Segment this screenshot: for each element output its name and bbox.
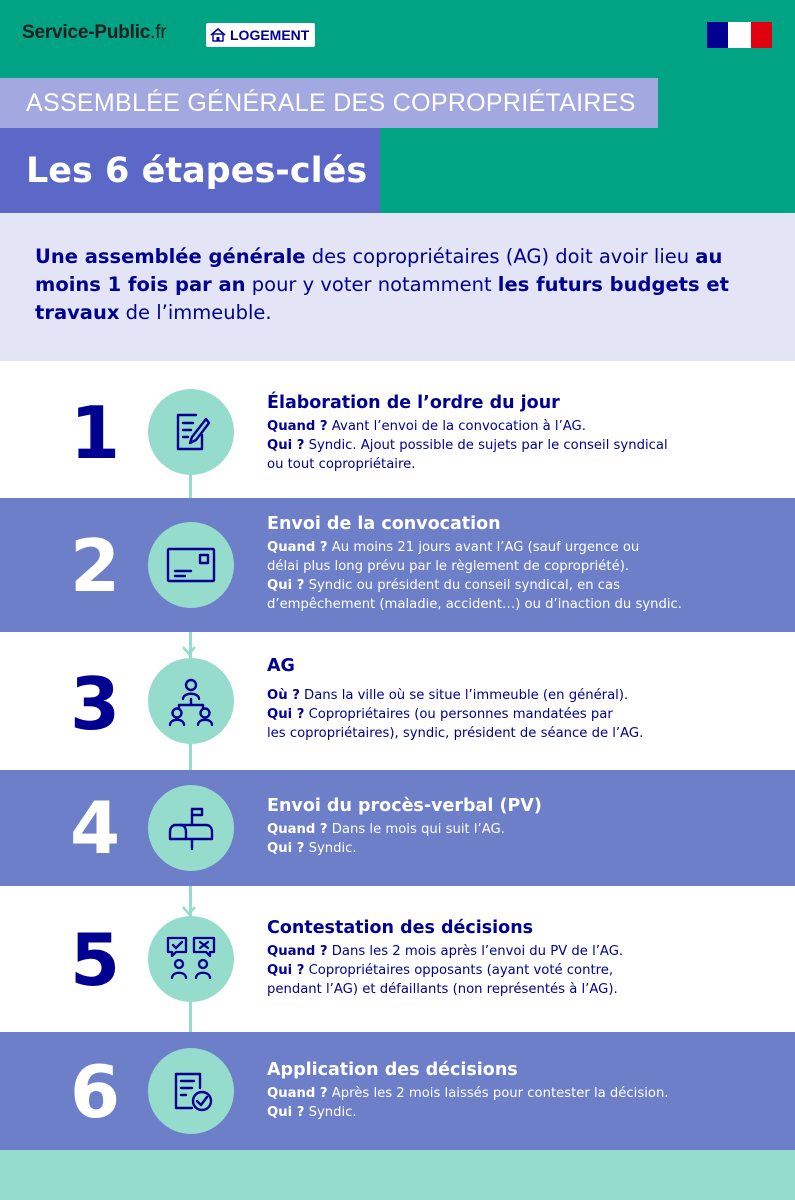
subtitle-box <box>0 78 658 128</box>
brand-main: Service-Public <box>22 22 151 43</box>
line-text: Copropriétaires (ou personnes mandatées par <box>304 707 613 722</box>
step-5 <box>0 886 795 1032</box>
vote-contest-icon <box>164 934 218 984</box>
step-number: 2 <box>70 524 121 608</box>
intro-panel <box>0 213 795 361</box>
step-number: 5 <box>70 918 121 1002</box>
people-meeting-icon <box>165 675 217 727</box>
step-line <box>267 686 787 705</box>
line-label: Qui ? <box>267 578 305 593</box>
step-text <box>267 514 787 614</box>
step-line <box>267 455 787 474</box>
step-text <box>267 796 787 858</box>
intro-text <box>35 243 775 327</box>
step-text <box>267 393 787 474</box>
step-title: Application des décisions <box>267 1060 518 1080</box>
line-label: Quand ? <box>267 944 328 959</box>
line-label: Qui ? <box>267 438 305 453</box>
step-line <box>267 980 787 999</box>
step-line <box>267 961 787 980</box>
intro-bold-1: Une assemblée générale <box>35 245 306 268</box>
document-edit-icon <box>166 407 216 457</box>
step-number: 1 <box>70 391 121 475</box>
line-label: Qui ? <box>267 963 305 978</box>
line-text: Copropriétaires opposants (ayant voté contre, <box>304 963 614 978</box>
footer-band <box>0 1150 795 1200</box>
step-icon-circle <box>148 1048 234 1134</box>
line-text: les copropriétaires), syndic, président de séance de l’AG. <box>267 726 644 741</box>
step-icon-circle <box>148 916 234 1002</box>
step-line <box>267 724 787 743</box>
line-label: Où ? <box>267 688 300 703</box>
line-label: Quand ? <box>267 1086 328 1101</box>
line-text: pendant l’AG) et défaillants (non représentés à l’AG). <box>267 982 618 997</box>
line-text: ou tout copropriétaire. <box>267 457 416 472</box>
step-number: 4 <box>70 786 121 870</box>
line-text: Dans le mois qui suit l’AG. <box>327 822 505 837</box>
step-number: 3 <box>70 662 121 746</box>
intro-bold-3: au moins 1 fois par an <box>35 245 723 296</box>
step-icon-circle <box>148 389 234 475</box>
title-box <box>0 128 380 213</box>
step-line <box>267 576 787 595</box>
flag-white <box>728 22 750 48</box>
line-text: Après les 2 mois laissés pour contester la décision. <box>327 1086 669 1101</box>
line-text: Dans la ville où se situe l’immeuble (en général). <box>299 688 629 703</box>
line-label: Quand ? <box>267 540 328 555</box>
step-title: Contestation des décisions <box>267 918 534 938</box>
mailbox-icon <box>166 803 216 853</box>
step-line <box>267 1084 787 1103</box>
step-2 <box>0 498 795 632</box>
brand-suffix: .fr <box>150 22 167 43</box>
line-text: Syndic. Ajout possible de sujets par le conseil syndical <box>304 438 668 453</box>
step-title: Envoi du procès-verbal (PV) <box>267 796 542 816</box>
line-label: Quand ? <box>267 419 328 434</box>
step-line <box>267 538 787 557</box>
header-band <box>0 0 795 213</box>
line-text: Avant l’envoi de la convocation à l’AG. <box>327 419 586 434</box>
line-label: Qui ? <box>267 1105 305 1120</box>
badge-label: LOGEMENT <box>230 27 310 43</box>
step-icon-circle <box>148 658 234 744</box>
line-text: délai plus long prévu par le règlement de copropriété). <box>267 559 630 574</box>
step-icon-circle <box>148 785 234 871</box>
intro-text-4: pour y voter notamment <box>245 273 498 296</box>
step-line <box>267 436 787 455</box>
flag-blue <box>707 22 728 48</box>
step-icon-circle <box>148 522 234 608</box>
step-title: AG <box>267 656 295 676</box>
line-text: Au moins 21 jours avant l’AG (sauf urgence ou <box>327 540 640 555</box>
step-line <box>267 557 787 576</box>
step-line <box>267 820 787 839</box>
step-1 <box>0 361 795 498</box>
line-label: Qui ? <box>267 841 305 856</box>
step-number: 6 <box>70 1050 121 1134</box>
step-6 <box>0 1032 795 1150</box>
house-icon <box>210 28 226 42</box>
service-public-logo[interactable] <box>22 22 166 44</box>
logement-badge <box>206 23 315 47</box>
line-text: d’empêchement (maladie, accident…) ou d’inaction du syndic. <box>267 597 682 612</box>
step-text <box>267 656 787 743</box>
flag-red <box>751 22 772 48</box>
line-label: Quand ? <box>267 822 328 837</box>
line-text: Syndic. <box>304 841 357 856</box>
step-line <box>267 839 787 858</box>
line-text: Syndic. <box>304 1105 357 1120</box>
step-4 <box>0 770 795 886</box>
line-text: Dans les 2 mois après l’envoi du PV de l’AG. <box>327 944 624 959</box>
step-title: Élaboration de l’ordre du jour <box>267 393 560 413</box>
step-title: Envoi de la convocation <box>267 514 501 534</box>
step-line <box>267 595 787 614</box>
step-line <box>267 942 787 961</box>
step-text <box>267 1060 787 1122</box>
step-line <box>267 1103 787 1122</box>
line-text: Syndic ou président du conseil syndical, en cas <box>304 578 620 593</box>
step-text <box>267 918 787 999</box>
intro-text-2: des copropriétaires (AG) doit avoir lieu <box>305 245 696 268</box>
republique-flag-logo <box>707 22 772 48</box>
step-line <box>267 705 787 724</box>
intro-bold-5: les futurs budgets et travaux <box>35 273 729 324</box>
intro-text-6: de l’immeuble. <box>119 301 272 324</box>
step-3 <box>0 632 795 770</box>
step-line <box>267 417 787 436</box>
subtitle: ASSEMBLÉE GÉNÉRALE DES COPROPRIÉTAIRES <box>26 88 636 117</box>
envelope-icon <box>165 545 217 585</box>
document-check-icon <box>166 1066 216 1116</box>
line-label: Qui ? <box>267 707 305 722</box>
page-title: Les 6 étapes-clés <box>26 150 368 191</box>
